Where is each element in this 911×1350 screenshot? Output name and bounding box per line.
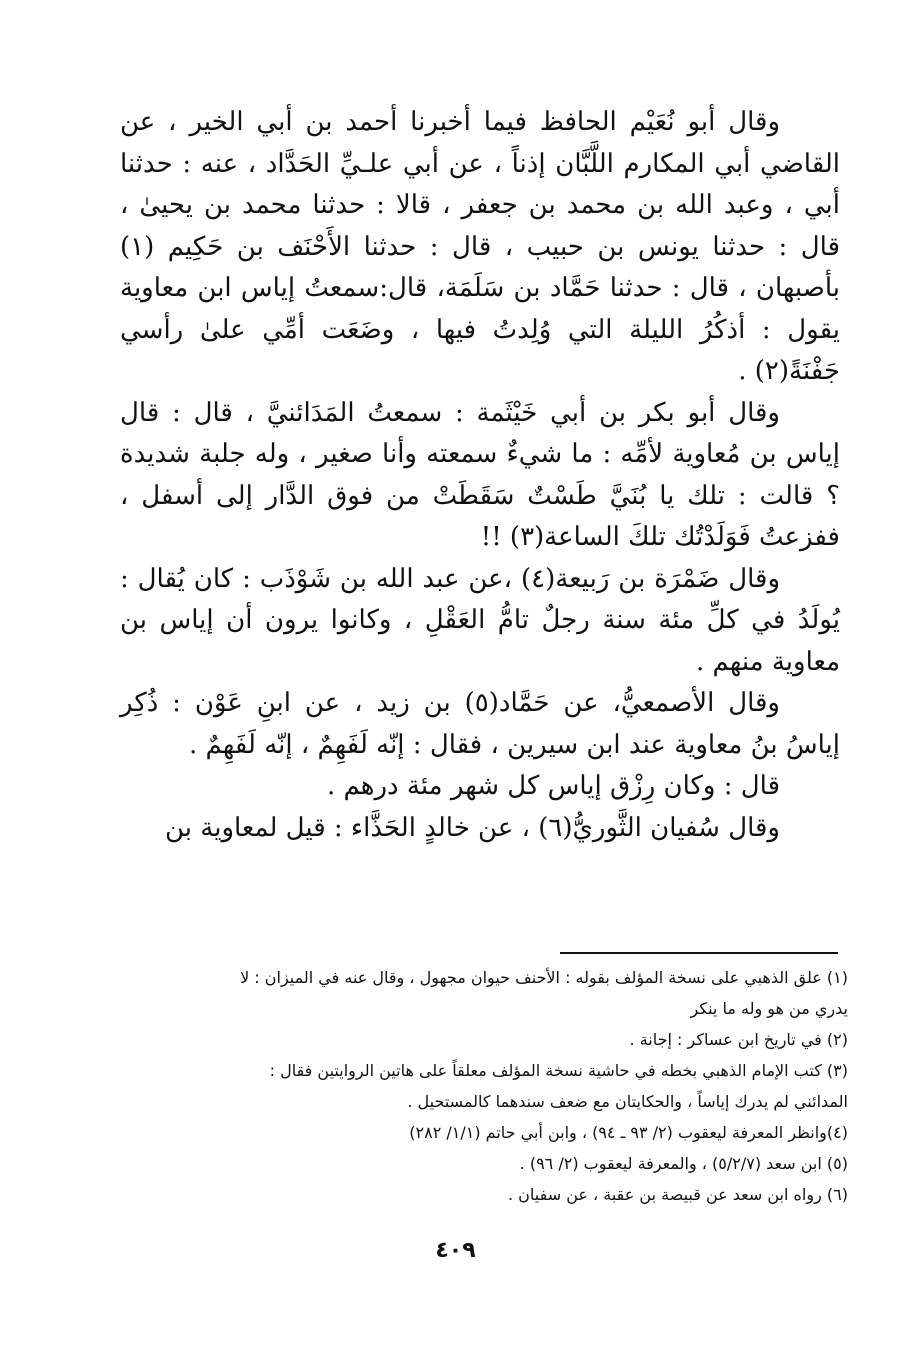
footnote: (١) علق الذهبي على نسخة المؤلف بقوله : الأحنف حيوان مجهول ، وقال عنه في الميزان : لا — [240, 968, 848, 987]
footnotes — [120, 962, 848, 1210]
footnote: (٣) كتب الإمام الذهبي بخطه في حاشية نسخة المؤلف معلقاً على هاتين الروايتين فقال : — [269, 1061, 848, 1080]
paragraph: وقال أبو بكر بن أبي خَيْثَمة : سمعتُ المَدَائنيَّ ، قال : قال إياس بن مُعاوية لأمِّه : ما شيءٌ سمعته وأنا صغير ، وله جلبة شديدة ؟ قالت : تلك يا بُنَيَّ طَسْتٌ سَقَطَتْ من فوق الدَّار إلى أسفل ، ففزعتُ فَوَلَدْتُك تلكَ الساعة(٣) !! — [120, 397, 840, 552]
footnote: (٢) في تاريخ ابن عساكر : إجانة . — [629, 1030, 848, 1049]
paragraph: وقال الأصمعيُّ، عن حَمَّاد(٥) بن زيد ، عن ابنِ عَوْن : ذُكِر إياسُ بنُ معاوية عند ابن سيرين ، فقال : إنّه لَفَهِمٌ ، إنّه لَفَهِمٌ . — [120, 688, 840, 760]
paragraph: وقال أبو نُعَيْم الحافظ فيما أخبرنا أحمد بن أبي الخير ، عن القاضي أبي المكارم اللَّبَّان إذناً ، عن أبي علـيِّ الحَدَّاد ، عنه : حدثنا أبي ، وعبد الله بن محمد بن جعفر ، قالا : حدثنا محمد بن يحيىٰ ، قال : حدثنا يونس بن حبيب ، قال : حدثنا الأَحْنَف بن حَكِيم (١) بأصبهان ، قال : حدثنا حَمَّاد بن سَلَمَة، قال:سمعتُ إياس ابن معاوية يقول : أذكُرُ الليلة التي وُلِدتُ فيها ، وضَعَت أمِّي علىٰ رأسي جَفْنَةً(٢) . — [120, 107, 840, 386]
footnote: (٦) رواه ابن سعد عن قبيصة بن عقبة ، عن سفيان . — [507, 1185, 848, 1204]
footnote: (٥) ابن سعد (٥/٢/٧) ، والمعرفة ليعقوب (٢/ ٩٦) . — [519, 1154, 848, 1173]
paragraph: قال : وكان رِزْق إياس كل شهر مئة درهم . — [326, 771, 780, 801]
page-number: ٤٠٩ — [435, 1238, 476, 1263]
footnote: (٤)وانظر المعرفة ليعقوب (٢/ ٩٣ ـ ٩٤) ، وابن أبي حاتم (١/١/ ٢٨٢) — [409, 1123, 848, 1142]
paragraph: وقال ضَمْرَة بن رَبيعة(٤) ،عن عبد الله بن شَوْذَب : كان يُقال : يُولَدُ في كلِّ مئة سنة رجلٌ تامُّ العَقْلِ ، وكانوا يرون أن إياس بن معاوية منهم . — [120, 563, 840, 677]
main-text — [120, 102, 840, 849]
paragraph: وقال سُفيان الثَّوريُّ(٦) ، عن خالدٍ الحَذَّاء : قيل لمعاوية بن — [164, 812, 780, 843]
footnote-continuation: المدائني لم يدرك إياساً ، والحكايتان مع ضعف سندهما كالمستحيل . — [407, 1092, 848, 1111]
footnote-divider — [560, 952, 838, 954]
footnote-continuation: يدري من هو وله ما ينكر — [690, 999, 848, 1018]
